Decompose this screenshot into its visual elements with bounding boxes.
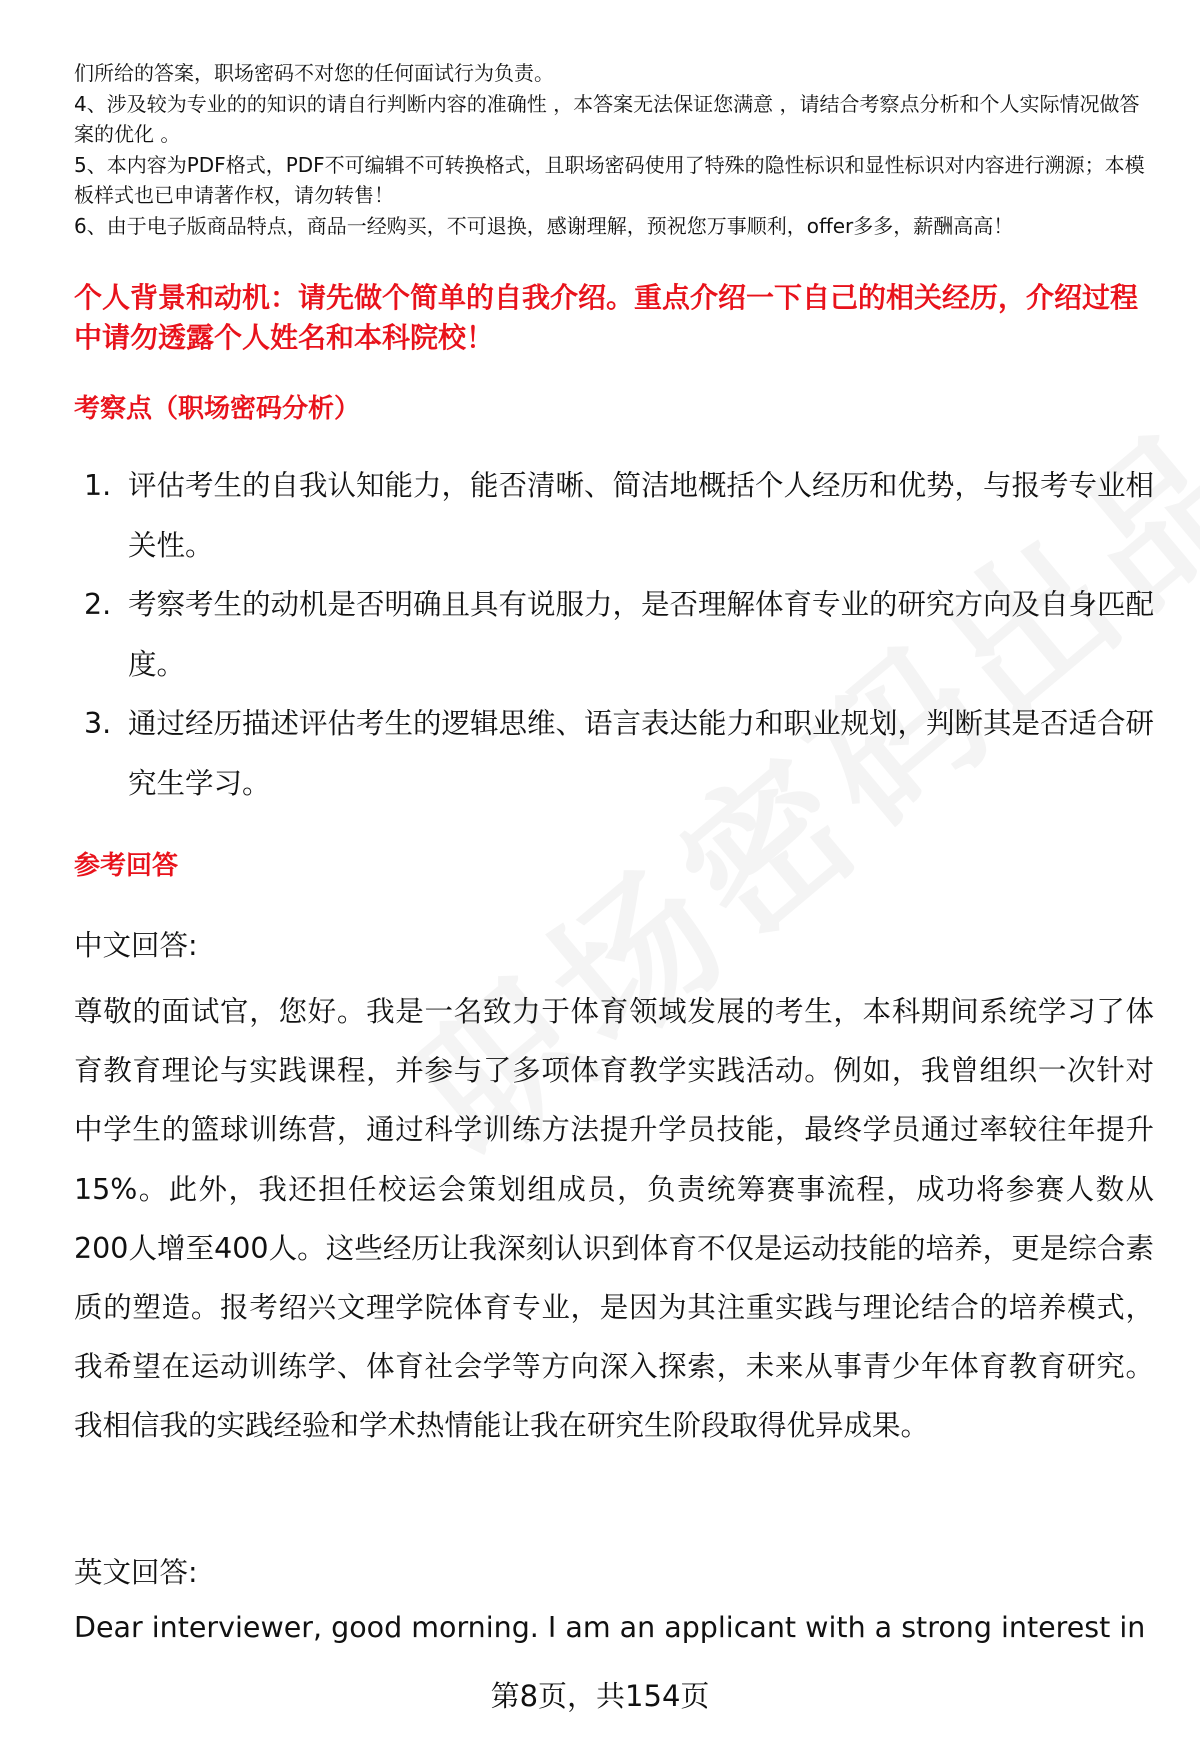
chinese-answer-label: 中文回答: [74,929,198,962]
disclaimer-line: 们所给的答案，职场密码不对您的任何面试行为负责。 [74,61,554,85]
disclaimer-notes [74,58,1154,241]
assessment-point [74,575,1154,694]
answer-title: 参考回答 [74,851,179,881]
chinese-answer-text: 尊敬的面试官，您好。我是一名致力于体育领域发展的考生，本科期间系统学习了体育教育理论与实践课程，并参与了多项体育教学实践活动。例如，我曾组织一次针对中学生的篮球训练营，通过科学训练方法提升学员技能，最终学员通过率较往年提升15%。此外，我还担任校运会策划组成员，负责统筹赛事流程，成功将参赛人数从200人增至400人。这些经历让我深刻认识到体育不仅是运动技能的培养，更是综合素质的塑造。报考绍兴文理学院体育专业，是因为其注重实践与理论结合的培养模式，我希望在运动训练学、体育社会学等方向深入探索，未来从事青少年体育教育研究。我相信我的实践经验和学术热情能让我在研究生阶段取得优异成果。 [74,995,1154,1443]
assessment-points-list [74,456,1154,813]
english-answer-text: Dear interviewer, good morning. I am an applicant with a strong interest in [74,1611,1146,1644]
disclaimer-line: 5、本内容为PDF格式，PDF不可编辑不可转换格式，且职场密码使用了特殊的隐性标识和显性标识对内容进行溯源；本模板样式也已申请著作权，请勿转售！ [74,152,1145,207]
point-number: 3. [84,707,112,740]
assessment-point [74,694,1154,813]
assessment-point [74,456,1154,575]
english-answer-label: 英文回答: [74,1556,198,1589]
point-text: 评估考生的自我认知能力，能否清晰、简洁地概括个人经历和优势，与报考专业相关性。 [128,469,1155,562]
point-number: 1. [84,469,112,502]
page-number: 第8页，共154页 [490,1679,710,1713]
disclaimer-line: 4、涉及较为专业的的知识的请自行判断内容的准确性 ，本答案无法保证您满意 ，请结合考察点分析和个人实际情况做答案的优化 。 [74,91,1140,146]
disclaimer-line: 6、由于电子版商品特点，商品一经购买，不可退换，感谢理解，预祝您万事顺利，offer多多，薪酬高高！ [74,213,1014,238]
point-text: 考察考生的动机是否明确且具有说服力，是否理解体育专业的研究方向及自身匹配度。 [128,588,1155,681]
point-number: 2. [84,588,112,621]
point-text: 通过经历描述评估考生的逻辑思维、语言表达能力和职业规划，判断其是否适合研究生学习。 [128,707,1155,800]
points-title: 考察点（职场密码分析） [74,394,361,424]
interview-question: 个人背景和动机：请先做个简单的自我介绍。重点介绍一下自己的相关经历，介绍过程中请勿透露个人姓名和本科院校！ [74,281,1139,354]
